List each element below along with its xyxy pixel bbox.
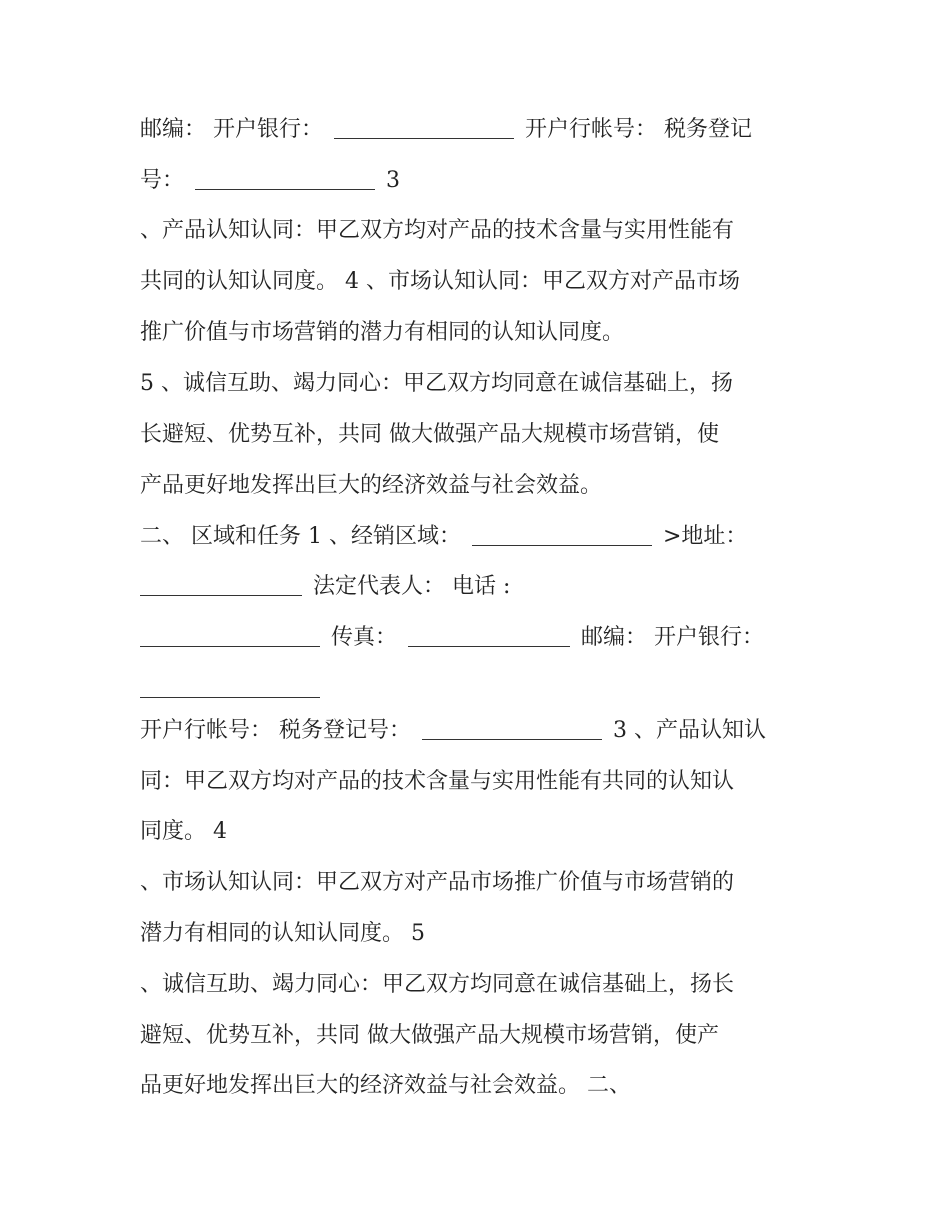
account-tax-label: 开户行帐号： 税务登记 xyxy=(525,117,752,142)
bank-name-blank xyxy=(334,116,514,139)
text-line-20: 品更好地发挥出巨大的经济效益与社会效益。 二、 xyxy=(140,1073,631,1098)
text-line-15: 同度。 4 xyxy=(140,819,227,844)
representative-phone-label: 法定代表人： 电话 : xyxy=(313,574,511,599)
text-line-10 xyxy=(140,572,510,602)
tax-number-blank-2 xyxy=(422,717,602,740)
bank-name-blank-2 xyxy=(140,675,320,698)
text-line-19: 避短、优势互补，共同 做大做强产品大规模市场营销，使产 xyxy=(140,1023,719,1048)
address-blank xyxy=(140,573,302,596)
text-line-14: 同：甲乙双方均对产品的技术含量与实用性能有共同的认知认 xyxy=(140,769,735,794)
text-line-1 xyxy=(140,115,752,145)
text-line-13 xyxy=(140,716,766,746)
tax-number-label: 号： xyxy=(140,168,185,193)
clause-number-3: 3 xyxy=(386,168,401,193)
region-task-heading: 二、 区域和任务 1 、经销区域： xyxy=(140,524,461,549)
address-label: >地址： xyxy=(662,524,748,549)
phone-blank xyxy=(140,624,320,647)
tax-number-blank xyxy=(195,167,375,190)
text-line-12 xyxy=(140,674,324,704)
text-line-11 xyxy=(140,623,764,653)
text-line-17: 潜力有相同的认知认同度。 5 xyxy=(140,921,425,946)
sales-region-blank xyxy=(472,523,652,546)
text-line-5: 推广价值与市场营销的潜力有相同的认知认同度。 xyxy=(140,320,625,345)
postcode-bank-label-2: 邮编： 开户银行： xyxy=(581,625,765,650)
product-recognition-start: 3 、产品认知认 xyxy=(613,718,766,743)
text-line-6: 5 、诚信互助、竭力同心：甲乙双方均同意在诚信基础上，扬 xyxy=(140,371,733,396)
text-line-3: 、产品认知认同：甲乙双方均对产品的技术含量与实用性能有 xyxy=(140,218,735,243)
fax-blank xyxy=(408,624,570,647)
postcode-bank-label: 邮编： 开户银行： xyxy=(140,117,323,142)
text-line-16: 、市场认知认同：甲乙双方对产品市场推广价值与市场营销的 xyxy=(140,870,735,895)
account-tax-label-2: 开户行帐号： 税务登记号： xyxy=(140,718,411,743)
text-line-8: 产品更好地发挥出巨大的经济效益与社会效益。 xyxy=(140,473,603,498)
text-line-2 xyxy=(140,166,400,196)
text-line-4: 共同的认知认同度。 4 、市场认知认同：甲乙双方对产品市场 xyxy=(140,269,740,294)
text-line-18: 、诚信互助、竭力同心：甲乙双方均同意在诚信基础上，扬长 xyxy=(140,972,735,997)
fax-label: 传真： xyxy=(331,625,398,650)
text-line-9 xyxy=(140,522,747,552)
text-line-7: 长避短、优势互补，共同 做大做强产品大规模市场营销，使 xyxy=(140,422,719,447)
